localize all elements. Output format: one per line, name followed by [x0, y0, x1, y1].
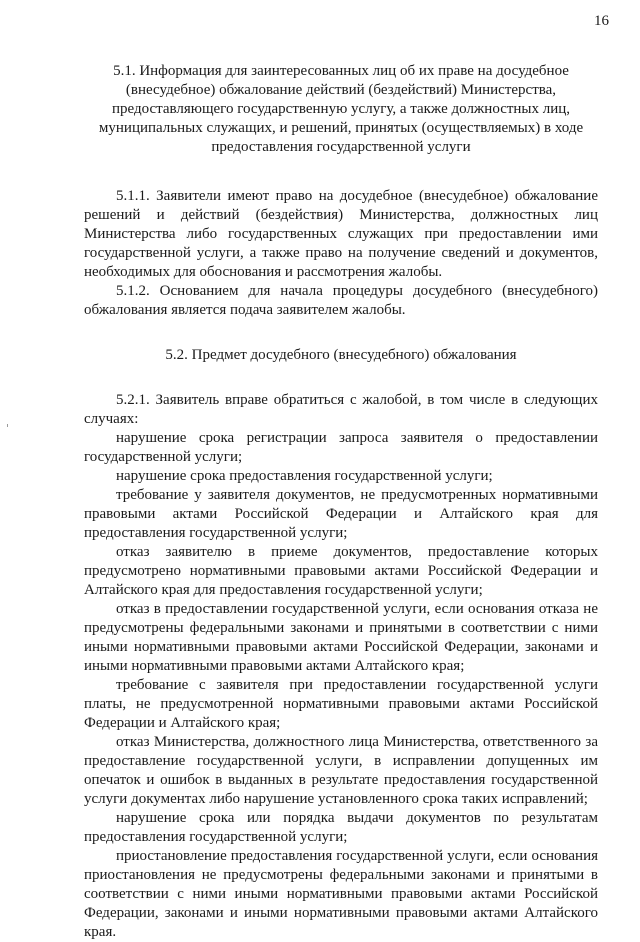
margin-mark	[7, 424, 8, 427]
case-item: требование у заявителя документов, не предусмотренных нормативными правовыми актами Российской Федерации и Алтайского края для предоставления государственной услуги;	[84, 487, 598, 541]
case-item: требование с заявителя при предоставлении государственной услуги платы, не предусмотренной нормативными правовыми актами Российской Федерации и Алтайского края;	[84, 677, 598, 731]
section-5-2-heading: 5.2. Предмет досудебного (внесудебного) обжалования	[165, 347, 517, 363]
paragraph-5-1-1: 5.1.1. Заявители имеют право на досудебное (внесудебное) обжалование решений и действий (бездействия) Министерства, должностных лиц Министерства либо государственных служащих при предоставлении ими государственной услуги, а также право на получение сведений и документов, необходимых для обоснования и рассмотрения жалобы.	[84, 188, 598, 280]
case-item: нарушение срока или порядка выдачи документов по результатам предоставления государственной услуги;	[84, 810, 598, 845]
page-number: 16	[594, 13, 609, 29]
case-item: нарушение срока регистрации запроса заявителя о предоставлении государственной услуги;	[84, 430, 598, 465]
paragraph-5-1-2: 5.1.2. Основанием для начала процедуры досудебного (внесудебного) обжалования является подача заявителем жалобы.	[84, 283, 598, 318]
section-5-1-heading: 5.1. Информация для заинтересованных лиц об их праве на досудебное (внесудебное) обжалование действий (бездействий) Министерства, предоставляющего государственную услугу, а также должностных лиц, муниципальных служащих, и решений, принятых (осуществляемых) в ходе предоставления государственной услуги	[98, 63, 584, 155]
case-item: отказ в предоставлении государственной услуги, если основания отказа не предусмотрены федеральными законами и принятыми в соответствии с ними иными нормативными правовыми актами Российской Федерации, законами и иными нормативными правовыми актами Алтайского края;	[84, 601, 598, 674]
paragraph-5-2-1: 5.2.1. Заявитель вправе обратиться с жалобой, в том числе в следующих случаях:	[84, 392, 598, 427]
case-item: приостановление предоставления государственной услуги, если основания приостановления не предусмотрены федеральными законами и принятыми в соответствии с ними иными нормативными правовыми актами Российской Федерации, законами и иными нормативными правовыми актами Алтайского края.	[84, 848, 598, 940]
case-item: отказ Министерства, должностного лица Министерства, ответственного за предоставление государственной услуги, в исправлении допущенных им опечаток и ошибок в выданных в результате предоставления государственной услуги документах либо нарушение установленного срока таких исправлений;	[84, 734, 598, 807]
case-item: отказ заявителю в приеме документов, предоставление которых предусмотрено нормативными правовыми актами Российской Федерации и Алтайского края для предоставления государственной услуги;	[84, 544, 598, 598]
document-body	[84, 62, 598, 942]
case-item: нарушение срока предоставления государственной услуги;	[116, 468, 493, 484]
